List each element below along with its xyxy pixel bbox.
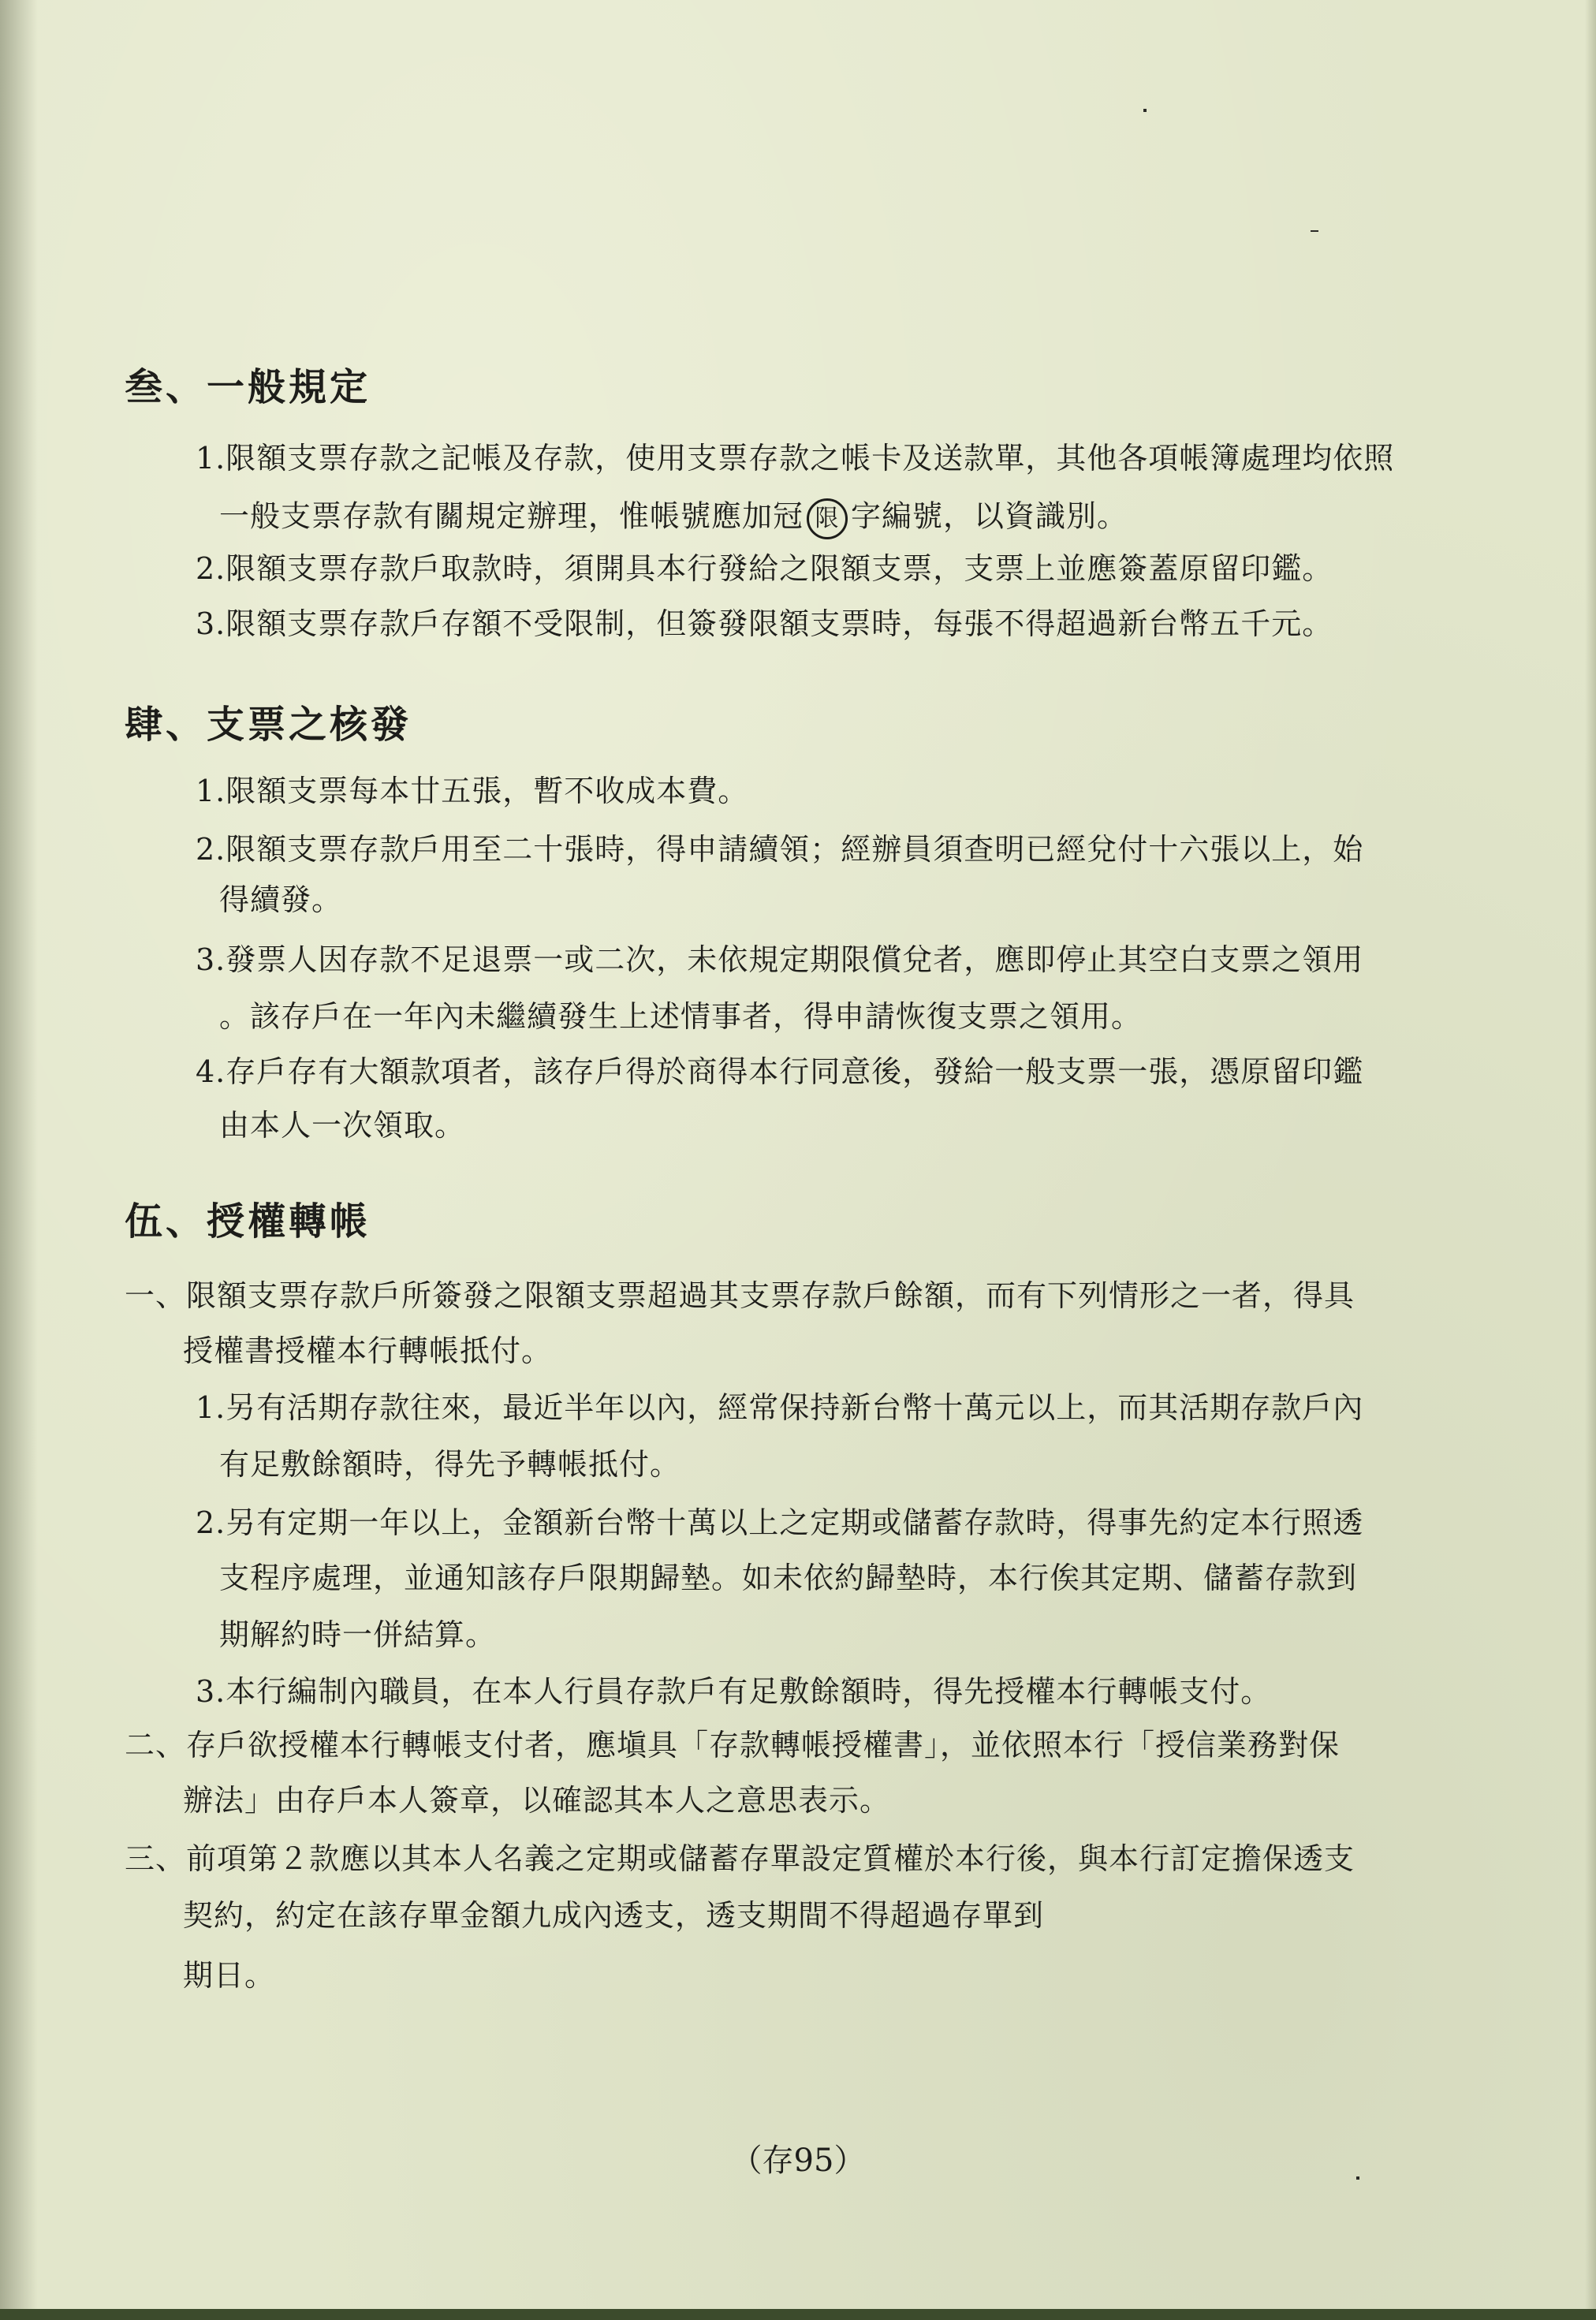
section-4-line-6: 4.存戶存有大額款項者，該存戶得於商得本行同意後，發給一般支票一張，憑原留印鑑 <box>196 1054 1364 1089</box>
scan-border <box>0 2309 1596 2320</box>
section-3-line-4: 3.限額支票存款戶存額不受限制，但簽發限額支票時，每張不得超過新台幣五千元。 <box>196 606 1333 641</box>
circled-character: 限 <box>807 498 848 539</box>
scan-speck <box>1356 2176 1359 2180</box>
section-4-heading: 肆、支票之核發 <box>125 703 412 747</box>
section-5-line-5: 2.另有定期一年以上，金額新台幣十萬以上之定期或儲蓄存款時，得事先約定本行照透 <box>196 1505 1364 1540</box>
section-4-line-1: 1.限額支票每本廿五張，暫不收成本費。 <box>196 774 749 808</box>
section-4-line-4: 3.發票人因存款不足退票一或二次，未依規定期限償兌者，應即停止其空白支票之領用 <box>196 942 1364 977</box>
page-number: （存95） <box>730 2143 866 2179</box>
section-5-line-9: 二、存戶欲授權本行轉帳支付者，應塡具「存款轉帳授權書」，並依照本行「授信業務對保 <box>125 1728 1341 1762</box>
section-4-line-5: 。該存戶在一年內未繼續發生上述情事者，得申請恢復支票之領用。 <box>219 999 1143 1034</box>
section-4-line-7: 由本人一次領取。 <box>219 1108 466 1143</box>
section-5-line-2: 授權書授權本行轉帳抵付。 <box>183 1333 553 1368</box>
section-5-line-11: 三、前項第２款應以其本人名義之定期或儲蓄存單設定質權於本行後，與本行訂定擔保透支 <box>125 1841 1355 1876</box>
page-edge <box>1585 0 1596 2320</box>
section-3-line-2-end: 字編號，以資識別。 <box>851 498 1128 534</box>
binding-shadow <box>0 0 38 2320</box>
section-5-line-13: 期日。 <box>183 1958 276 1993</box>
section-4-line-2: 2.限額支票存款戶用至二十張時，得申請續領；經辦員須查明已經兌付十六張以上，始 <box>196 832 1364 867</box>
scan-speck <box>1143 109 1147 112</box>
section-5-heading: 伍、授權轉帳 <box>125 1199 371 1244</box>
section-5-line-4: 有足敷餘額時，得先予轉帳抵付。 <box>219 1447 681 1482</box>
section-4-line-3: 得續發。 <box>219 882 343 917</box>
section-3-line-2-text: 一般支票存款有關規定辦理，惟帳號應加冠 <box>219 498 804 534</box>
section-3-line-2 <box>219 498 1128 539</box>
section-5-line-12: 契約，約定在該存單金額九成內透支，透支期間不得超過存單到 <box>183 1898 1045 1933</box>
section-5-line-7: 期解約時一併結算。 <box>219 1617 497 1652</box>
scan-speck <box>1311 230 1318 232</box>
section-5-line-3: 1.另有活期存款往來，最近半年以內，經常保持新台幣十萬元以上，而其活期存款戶內 <box>196 1390 1364 1425</box>
section-3-heading: 叁、一般規定 <box>125 365 371 409</box>
section-5-line-1: 一、限額支票存款戶所簽發之限額支票超過其支票存款戶餘額，而有下列情形之一者，得具 <box>125 1278 1355 1313</box>
section-3-line-1: 1.限額支票存款之記帳及存款，使用支票存款之帳卡及送款單，其他各項帳簿處理均依照 <box>196 441 1395 476</box>
section-5-line-10: 辦法」由存戶本人簽章，以確認其本人之意思表示。 <box>183 1783 891 1818</box>
section-3-line-3: 2.限額支票存款戶取款時，須開具本行發給之限額支票，支票上並應簽蓋原留印鑑。 <box>196 551 1333 586</box>
section-5-line-6: 支程序處理，並通知該存戶限期歸墊。如未依約歸墊時，本行俟其定期、儲蓄存款到 <box>219 1561 1358 1595</box>
section-5-line-8: 3.本行編制內職員，在本人行員存款戶有足敷餘額時，得先授權本行轉帳支付。 <box>196 1674 1272 1709</box>
